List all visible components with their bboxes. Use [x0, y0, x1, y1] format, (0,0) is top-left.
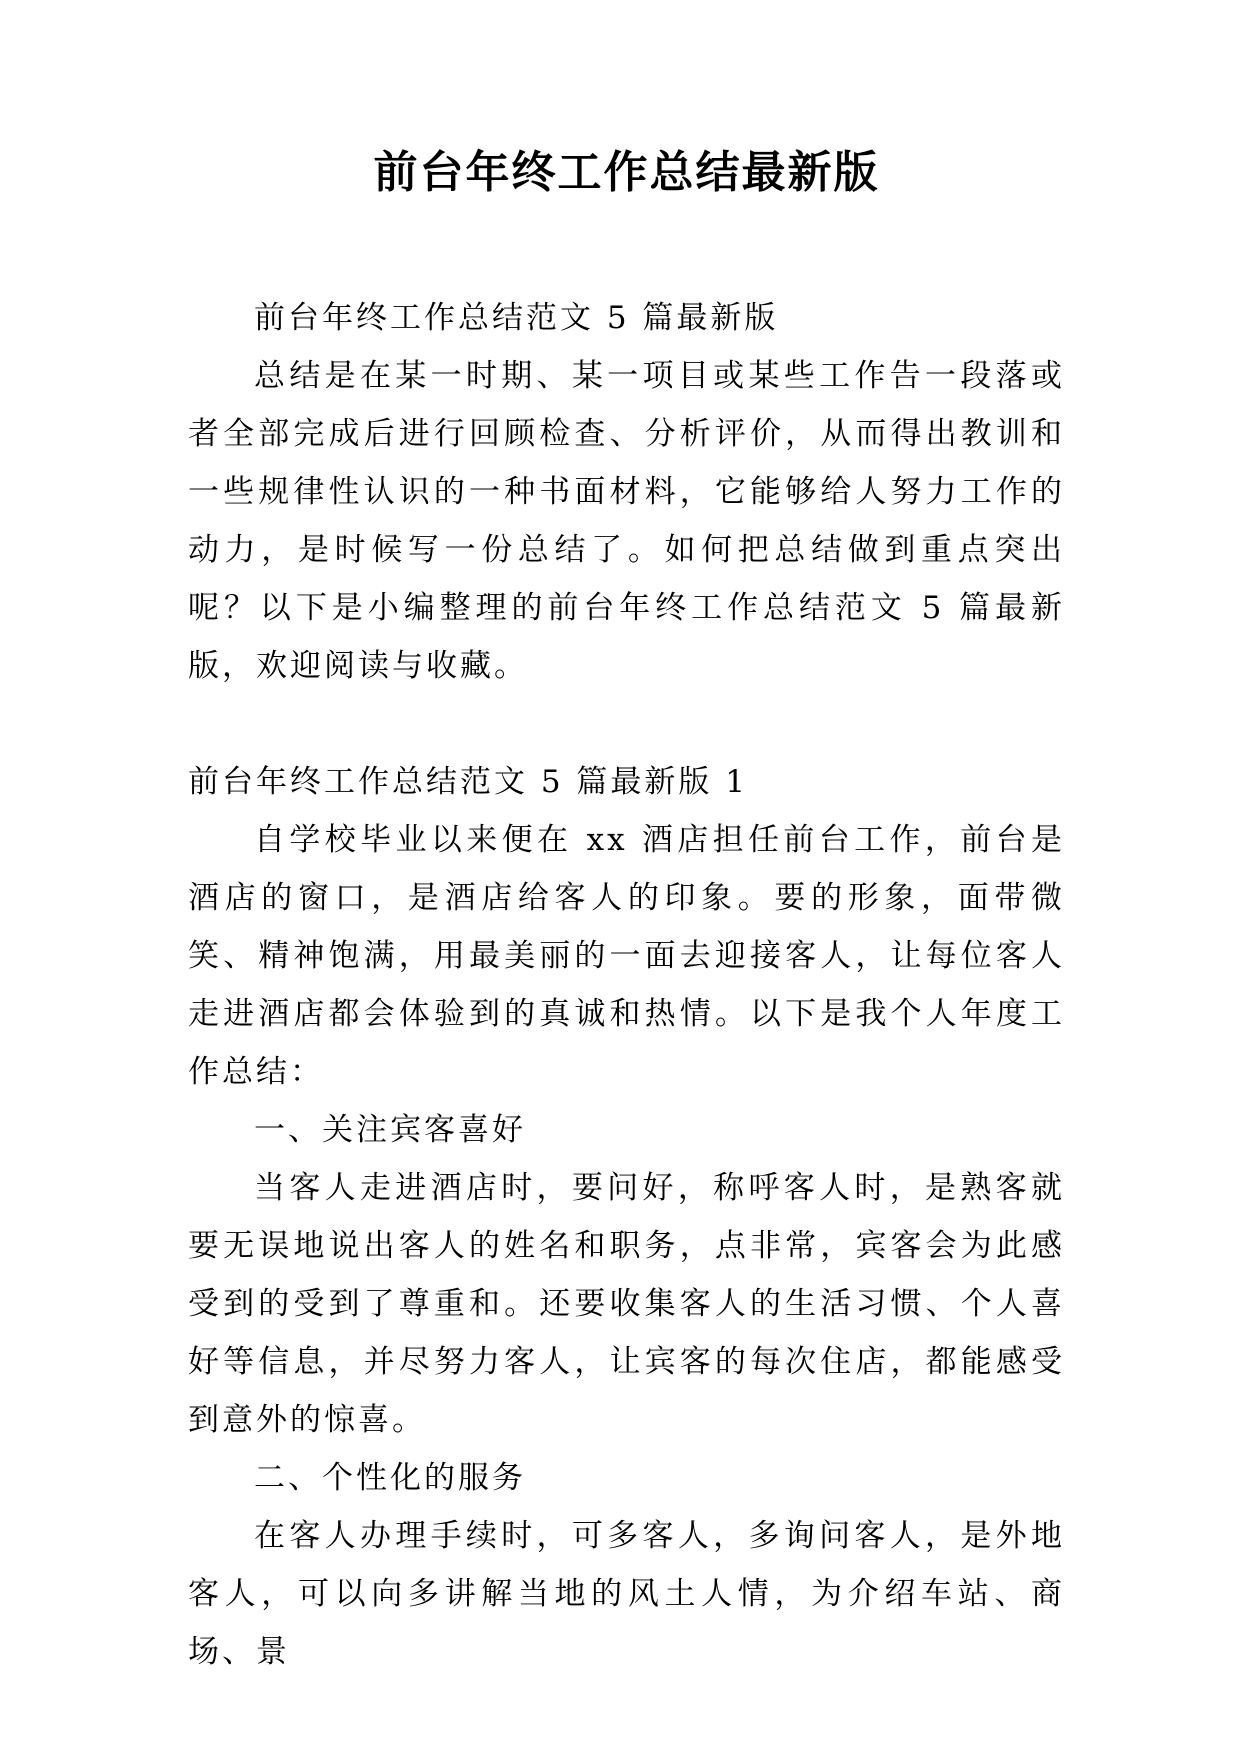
- section-heading: 一、关注宾客喜好: [254, 1112, 526, 1148]
- body-paragraph: 自学校毕业以来便在 xx 酒店担任前台工作，前台是酒店的窗口，是酒店给客人的印象。要的形象，面带微笑、精神饱满，用最美丽的一面去迎接客人，让每位客人走进酒店都会体验到的真诚和热情。以下是我个人年度工作总结：: [188, 822, 1065, 1090]
- body-paragraph: 前台年终工作总结范文 5 篇最新版: [254, 300, 779, 336]
- body-paragraph: 总结是在某一时期、某一项目或某些工作告一段落或者全部完成后进行回顾检查、分析评价，从而得出教训和一些规律性认识的一种书面材料，它能够给人努力工作的动力，是时候写一份总结了。如何把总结做到重点突出呢？以下是小编整理的前台年终工作总结范文 5 篇最新版，欢迎阅读与收藏。: [188, 358, 1065, 684]
- body-paragraph: 在客人办理手续时，可多客人，多询问客人，是外地客人，可以向多讲解当地的风土人情，为介绍车站、商场、景: [188, 1518, 1065, 1670]
- body-paragraph: 当客人走进酒店时，要问好，称呼客人时，是熟客就要无误地说出客人的姓名和职务，点非常，宾客会为此感受到的受到了尊重和。还要收集客人的生活习惯、个人喜好等信息，并尽努力客人，让宾客的每次住店，都能感受到意外的惊喜。: [188, 1170, 1065, 1438]
- document-body: [188, 289, 1065, 1681]
- section-heading: 二、个性化的服务: [254, 1460, 526, 1496]
- section-heading: 前台年终工作总结范文 5 篇最新版 1: [188, 764, 749, 800]
- document-title: 前台年终工作总结最新版: [373, 147, 880, 198]
